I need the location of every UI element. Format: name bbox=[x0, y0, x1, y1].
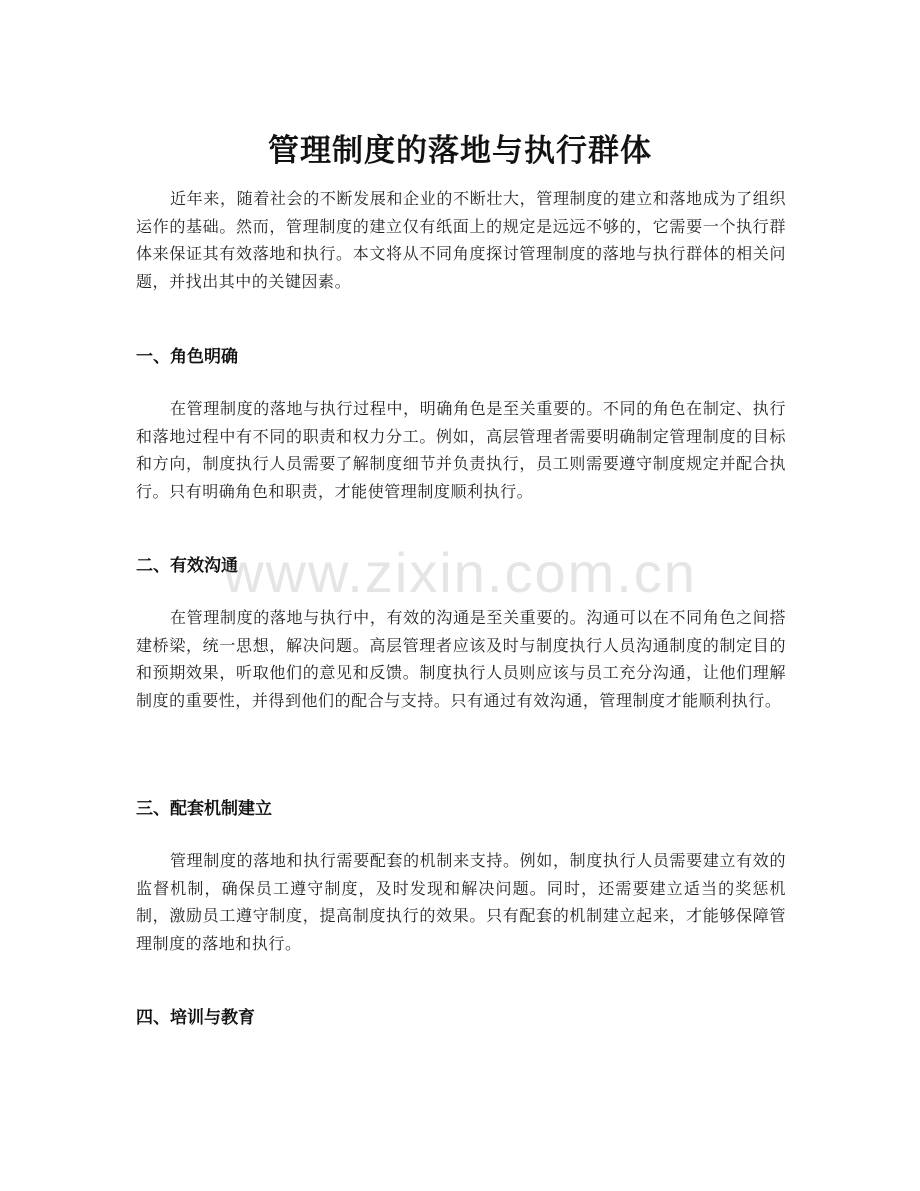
section-body-roles: 在管理制度的落地与执行过程中，明确角色是至关重要的。不同的角色在制定、执行和落地过程中有不同的职责和权力分工。例如，高层管理者需要明确制定管理制度的目标和方向，制度执行人员需要了解制度细节并负责执行，员工则需要遵守制度规定并配合执行。只有明确角色和职责，才能使管理制度顺利执行。 bbox=[136, 399, 786, 501]
section-heading-mechanisms: 三、配套机制建立 bbox=[136, 799, 272, 819]
section-body-communication: 在管理制度的落地与执行中，有效的沟通是至关重要的。沟通可以在不同角色之间搭建桥梁，统一思想，解决问题。高层管理者应该及时与制度执行人员沟通制度的制定目的和预期效果，听取他们的意见和反馈。制度执行人员则应该与员工充分沟通，让他们理解制度的重要性，并得到他们的配合与支持。只有通过有效沟通，管理制度才能顺利执行。 bbox=[136, 608, 786, 710]
section-body-mechanisms: 管理制度的落地和执行需要配套的机制来支持。例如，制度执行人员需要建立有效的监督机制，确保员工遵守制度，及时发现和解决问题。同时，还需要建立适当的奖惩机制，激励员工遵守制度，提高制度执行的效果。只有配套的机制建立起来，才能够保障管理制度的落地和执行。 bbox=[136, 851, 786, 953]
section-heading-training: 四、培训与教育 bbox=[136, 1008, 255, 1028]
intro-paragraph: 近年来，随着社会的不断发展和企业的不断壮大，管理制度的建立和落地成为了组织运作的基础。然而，管理制度的建立仅有纸面上的规定是远远不够的，它需要一个执行群体来保证其有效落地和执行。本文将从不同角度探讨管理制度的落地与执行群体的相关问题，并找出其中的关键因素。 bbox=[136, 189, 786, 291]
site-watermark: www.zixin.com.cn bbox=[223, 541, 697, 604]
section-heading-roles: 一、角色明确 bbox=[136, 347, 238, 367]
section-heading-communication: 二、有效沟通 bbox=[136, 556, 238, 576]
document-title: 管理制度的落地与执行群体 bbox=[268, 132, 652, 169]
